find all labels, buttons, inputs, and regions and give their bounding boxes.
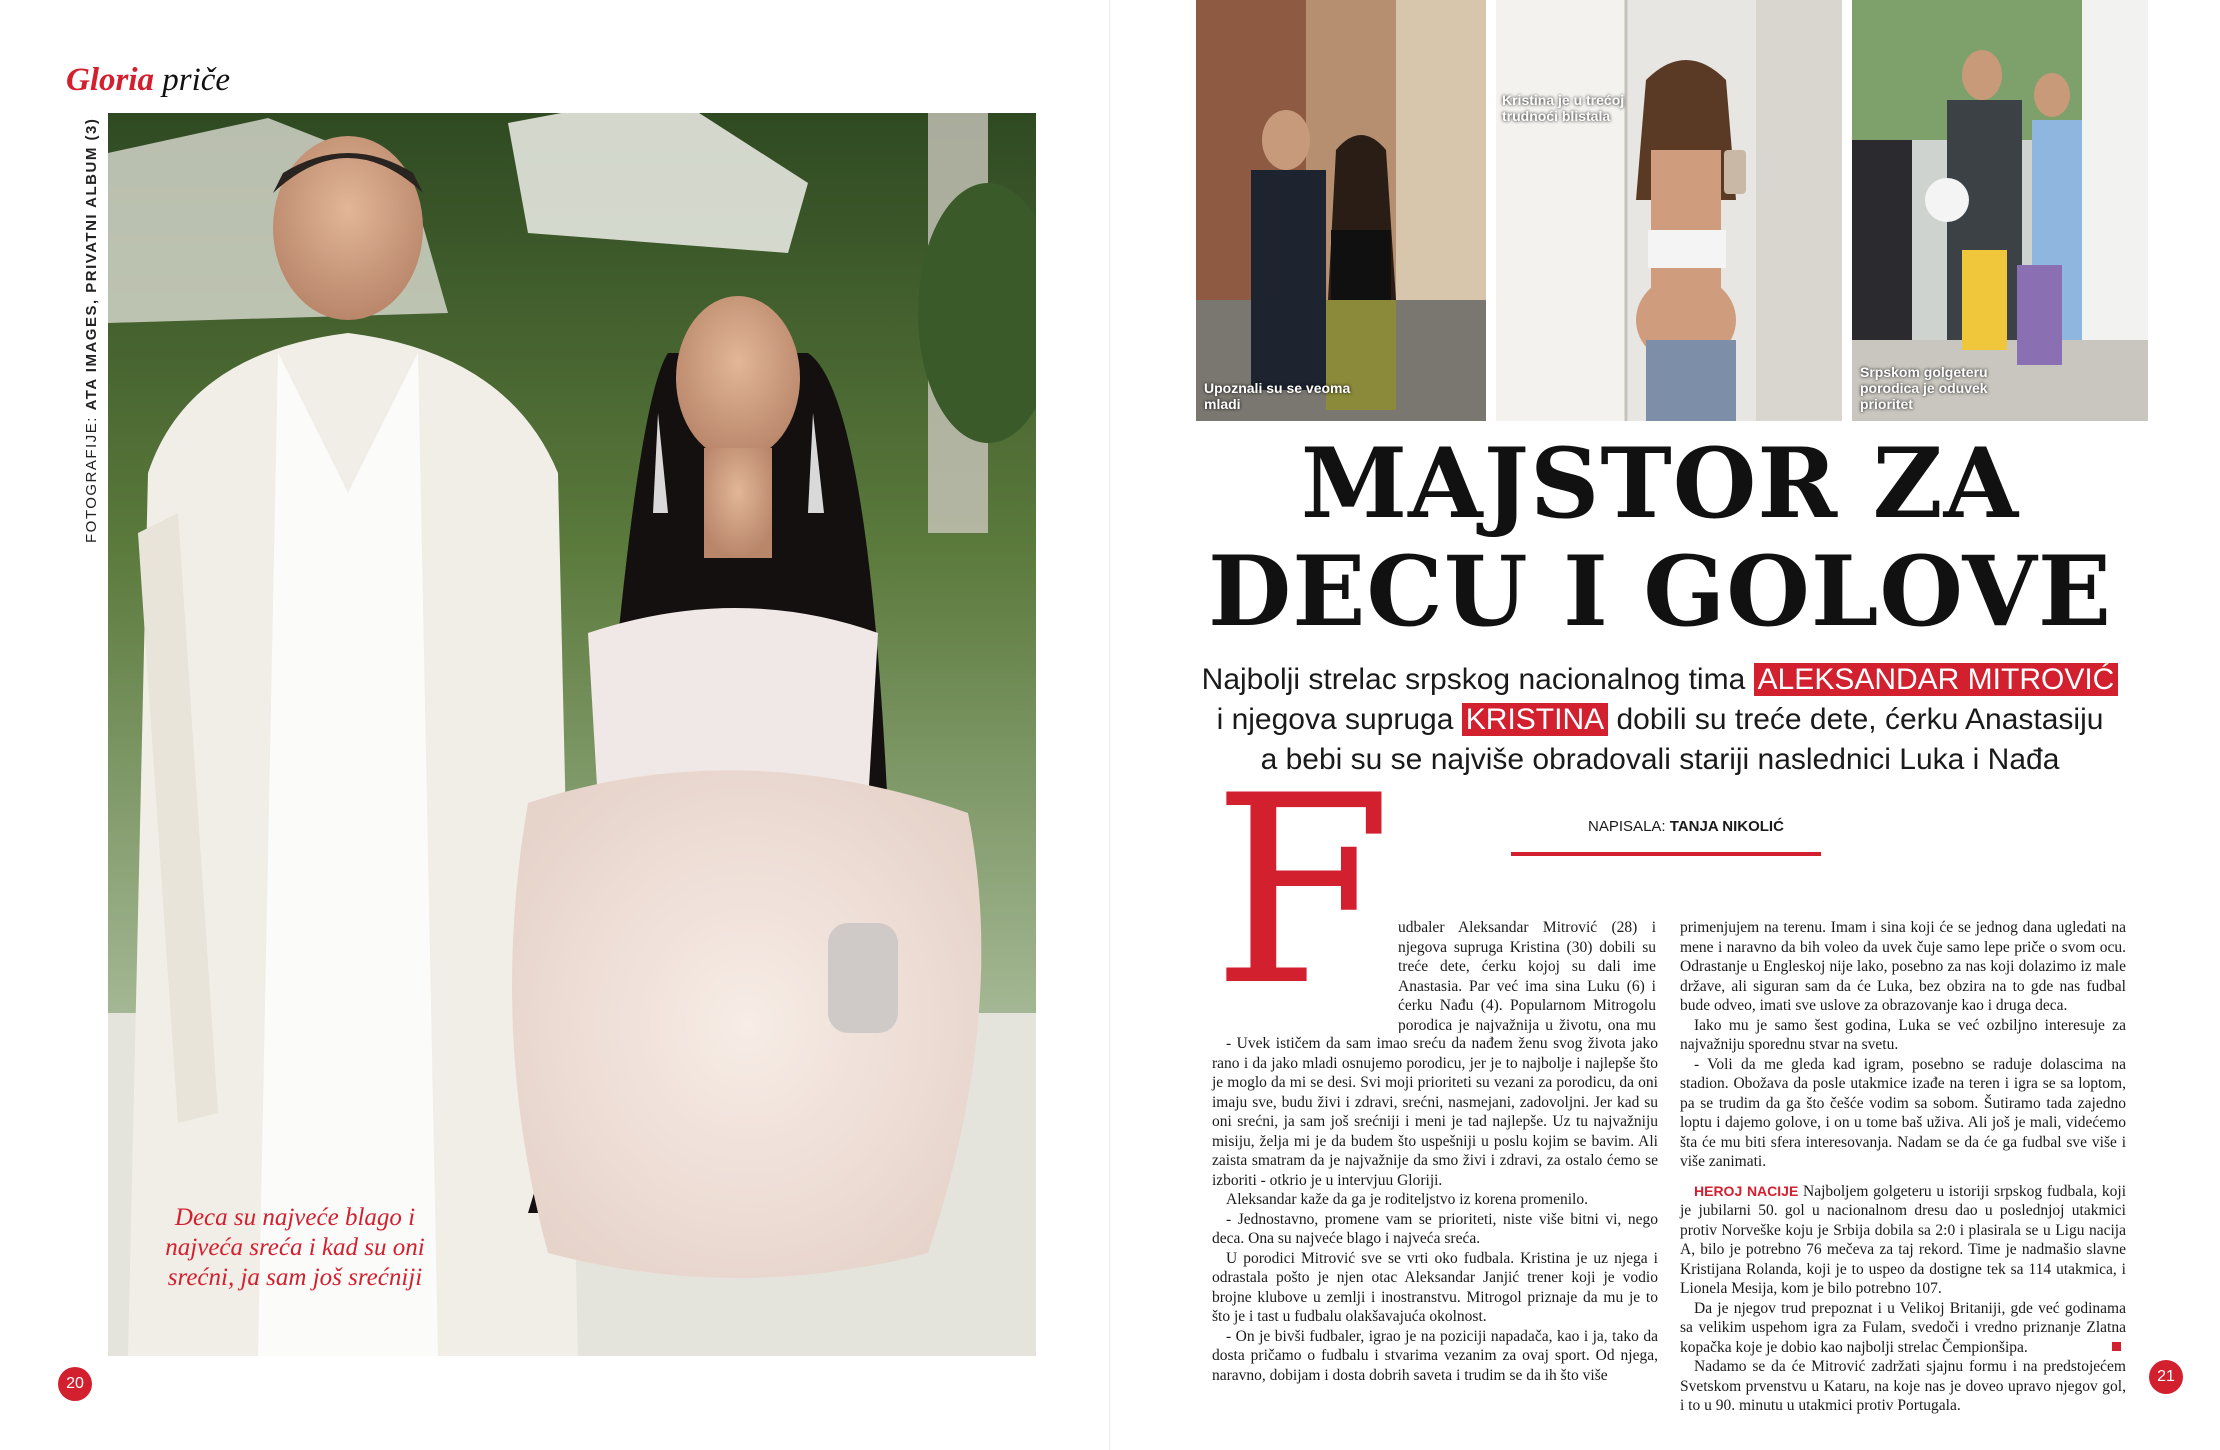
- intro-highlight-aleksandar: ALEKSANDAR MITROVIĆ: [1754, 663, 2119, 696]
- intro-part-3: dobili su treće dete, ćerku Anastasiju: [1616, 703, 2104, 736]
- photo-credit: [83, 117, 109, 543]
- byline-rule: [1511, 852, 1821, 856]
- article-paragraph: - Uvek ističem da sam imao sreću da nađem ženu svog života jako rano i da jako mladi osnujemo porodicu, jer je to najbolje i najlepše što je moglo da mi se desi. Svi moji prioriteti su vezani za porodicu, da oni imaju sve, budu živi i zdravi, srećni, nasmejani, zadovoljni. Jer kad su oni srećni, ja sam još srećniji i meni je tad najlepše. Uz tu najvažniju misiju, želja mi je da budem što uspešniji u poslu kojim se bavim. Ali zaista smatram da je najvažnije da smo živi i zdravi, za ostalo ćemo se izboriti - otkrio je u intervjuu Gloriji.: [1212, 1035, 1658, 1189]
- article-paragraph: Aleksandar kaže da ga je roditeljstvo iz korena promenilo.: [1226, 1191, 1588, 1208]
- pregnancy-mirror-illustration: [1496, 0, 1842, 421]
- photo-family: [1852, 0, 2148, 421]
- intro-part-4: a bebi su se najviše obradovali stariji naslednici Luka i Nađa: [1260, 743, 2060, 776]
- article-paragraph: Nadamo se da će Mitrović zadržati sjajnu formu i na predstojećem Svetskom prvenstvu u Kataru, na koje nas je doveo upravo njegov gol, i to u 90. minutu u utakmici protiv Portugala.: [1680, 1358, 2126, 1414]
- article-column-1-top: [1398, 918, 1656, 1033]
- page-number-left: 20: [58, 1367, 92, 1401]
- article-paragraph: - Voli da me gleda kad igram, posebno se raduje dolascima na stadion. Obožava da posle utakmice izađe na teren i igra se sa loptom, pa se trudim da ga što češće vodim sa sobom. Šutiramo tada zajedno loptu i dajemo golove, i on u tome baš uživa. Ali još je mali, videćemo šta će mu biti sfera interesovanja. Nadam se da će ga fudbal sve više i više zanimati.: [1680, 1055, 2126, 1170]
- article-paragraph-heroj: [1680, 1182, 2126, 1299]
- intro-part-2: i njegova supruga: [1216, 703, 1454, 736]
- article-text: Najboljem golgeteru u istoriji srpskog fudbala, koji je jubilarni 50. gol u nacionalnom dresu dao u poslednjoj utakmici protiv Norveške koju je Srbija dobila sa 2:0 i plasirala se u Ligu nacija A, bilo je potrebno 76 mečeva za taj rekord. Time je nadmašio slavne Kristijana Rolanda, koji je to uspeo da dostigne tek sa 114 utakmica, i Lionela Mesija, kom je bilo potrebno 107.: [1680, 1182, 2127, 1297]
- article-paragraph: udbaler Aleksandar Mitrović (28) i njegova supruga Kristina (30) dobili su treće dete, ćerku kojoj su dali ime Anastasia. Par već ima sina Luku (6) i ćerku Nađu (4). Popularnom Mitrogolu porodica je najvažnija u životu, ona mu: [1398, 919, 1656, 1033]
- subhead-heroj-nacije: HEROJ NACIJE: [1694, 1182, 1799, 1199]
- article-paragraph: Da je njegov trud prepoznat i u Velikoj Britaniji, gde već godinama sa velikim uspehom igra za Fulam, svedoči i vredno priznanje Zlatna kopačka koje je dobio kao najbolji strelac Čempionšipa.: [1680, 1299, 2126, 1356]
- byline-label: NAPISALA:: [1588, 818, 1666, 835]
- article-paragraph: primenjujem na terenu. Imam i sina koji će se jednog dana ugledati na mene i naravno da bih voleo da uvek čuje samo lepe priče o svom ocu. Odrastanje u Engleskoj nije lako, posebno za nas koji dolazimo iz male države, ali siguran sam da će Luka, bez obzira na to gde nas fudbal bude odveo, imati sve uslove za obrazovanje kao i druga deca.: [1680, 919, 2126, 1014]
- credit-prefix: FOTOGRAFIJE:: [83, 416, 100, 543]
- article-paragraph: Iako mu je samo šest godina, Luka se već ozbiljno interesuje za najvažniju sporednu stvar na svetu.: [1680, 1016, 2126, 1053]
- photo-street-couple: [1196, 0, 1486, 421]
- couple-photo-illustration: [108, 113, 1036, 1356]
- magazine-brand: [66, 62, 230, 99]
- street-couple-illustration: [1196, 0, 1486, 421]
- brand-gloria: Gloria: [66, 62, 155, 98]
- article-paragraph: - Jednostavno, promene vam se prioriteti, niste više bitni vi, nego deca. Ona su najveće blago i najveća sreća.: [1212, 1210, 1658, 1247]
- headline: [1190, 427, 2130, 648]
- headline-line-2: DECU I GOLOVE: [1208, 535, 2112, 648]
- intro-part-1: Najbolji strelac srpskog nacionalnog tima: [1201, 663, 1746, 696]
- photo-caption-street: Upoznali su se veoma mladi: [1204, 380, 1351, 412]
- article-paragraph: U porodici Mitrović sve se vrti oko fudbala. Kristina je uz njega i odrastala pošto je njen otac Aleksandar Janjić trener koji je vodio brojne klubove u zemlji i inostranstvu. Mitrogol priznaje da mu je to što je i tast u fudbalu olakšavajuća okolnost.: [1212, 1249, 1658, 1325]
- byline-author: TANJA NIKOLIĆ: [1669, 818, 1784, 835]
- center-fold: [1109, 0, 1111, 1450]
- byline: [1566, 818, 1806, 835]
- article-column-2: [1680, 918, 2126, 1416]
- headline-line-1: MAJSTOR ZA: [1300, 427, 2020, 540]
- article-paragraph: - On je bivši fudbaler, igrao je na poziciji napadača, kao i ja, tako da dosta pričamo o fudbalu i stvarima vezanim za ovaj sport. Od njega, naravno, dobijam i dosta dobrih saveta i trudim se da ih što više: [1212, 1327, 1658, 1384]
- photo-pregnancy-mirror: [1496, 0, 1842, 421]
- intro-highlight-kristina: KRISTINA: [1462, 703, 1608, 736]
- drop-cap: F: [1212, 741, 1393, 1043]
- credit-sources: ATA IMAGES, PRIVATNI ALBUM (3): [83, 117, 100, 411]
- page-number-right: 21: [2149, 1360, 2183, 1394]
- family-illustration: [1852, 0, 2148, 421]
- article-column-1: [1212, 1034, 1658, 1385]
- photo-caption-family: Srpskom golgeteru porodica je oduvek prioritet: [1860, 364, 1988, 412]
- main-couple-photo: [108, 113, 1036, 1356]
- end-mark: [2112, 1342, 2121, 1351]
- main-photo-caption: Deca su najveće blago i najveća sreća i kad su oni srećni, ja sam još srećniji: [165, 1204, 425, 1291]
- brand-section: priče: [162, 62, 231, 98]
- photo-caption-pregnancy: Kristina je u trećoj trudnoći blistala: [1502, 92, 1625, 124]
